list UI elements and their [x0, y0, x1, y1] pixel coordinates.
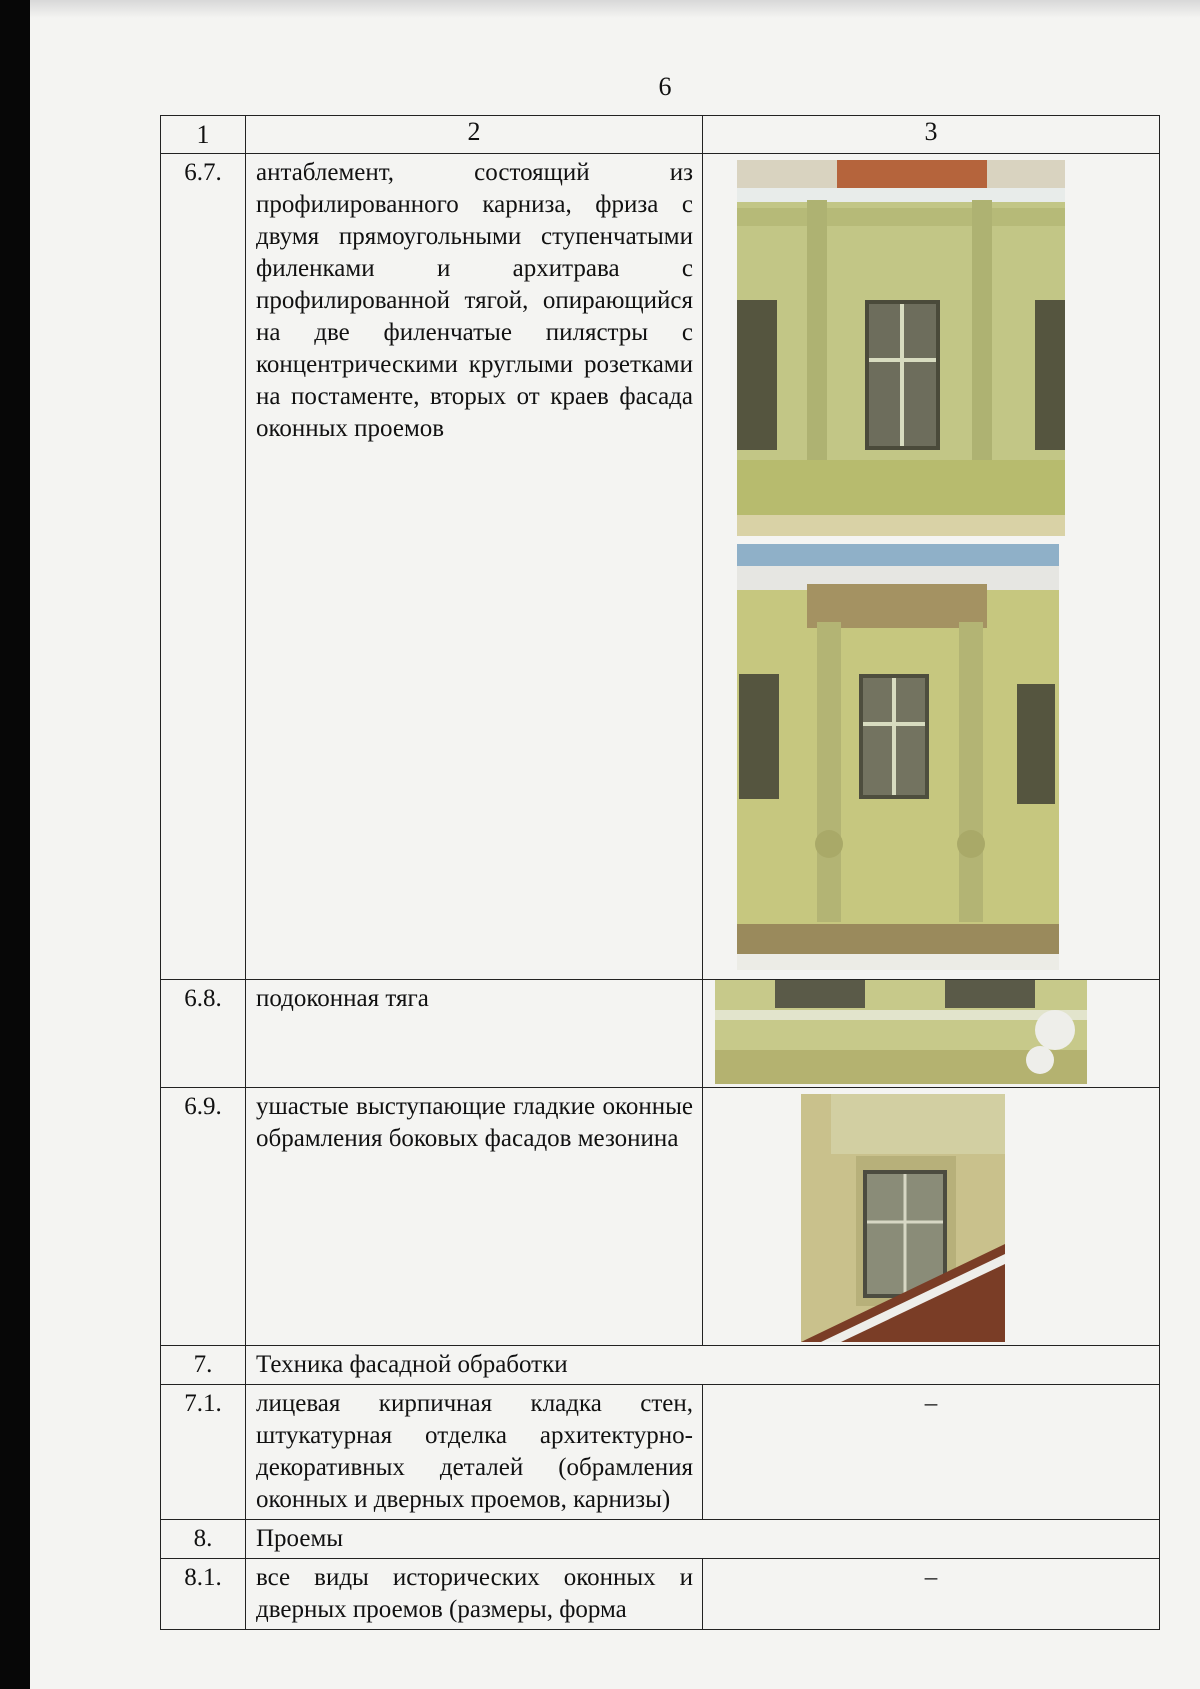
row-number: 6.7. [161, 154, 246, 980]
window-sill-photo [715, 980, 1087, 1084]
row-description: все виды исторических оконных и дверных проемов (размеры, форма [246, 1559, 703, 1630]
table-header-row [161, 116, 1160, 154]
photo-cell-empty [703, 1559, 1160, 1630]
facade-photo-entablature [737, 160, 1065, 536]
facade-photo-pilasters [737, 544, 1059, 970]
header-col-3: 3 [703, 116, 1160, 154]
scan-top-border [30, 0, 1200, 18]
row-number: 7. [161, 1346, 246, 1385]
table-row [161, 1088, 1160, 1346]
row-description: подоконная тяга [246, 980, 703, 1088]
empty-value-dash: – [924, 1390, 938, 1417]
photo-cell [703, 980, 1160, 1088]
page-number: 6 [658, 72, 672, 101]
row-number: 8.1. [161, 1559, 246, 1630]
table-row [161, 154, 1160, 980]
empty-value-dash: – [924, 1564, 938, 1591]
header-col-1: 1 [161, 116, 246, 154]
attributes-table [160, 115, 1160, 1630]
section-title: Техника фасадной обработки [246, 1346, 1160, 1385]
row-number: 8. [161, 1520, 246, 1559]
table-row [161, 1385, 1160, 1520]
scan-left-border [0, 0, 30, 1689]
row-number: 6.9. [161, 1088, 246, 1346]
header-col-2: 2 [246, 116, 703, 154]
row-number: 7.1. [161, 1385, 246, 1520]
photo-cell [703, 154, 1160, 980]
table-row [161, 1346, 1160, 1385]
row-description: ушастые выступающие гладкие оконные обрамления боковых фасадов мезонина [246, 1088, 703, 1346]
table-row [161, 1559, 1160, 1630]
table-row [161, 1520, 1160, 1559]
row-description: лицевая кирпичная кладка стен, штукатурная отделка архитектурно-декоративных деталей (обрамления оконных и дверных проемов, карнизы) [246, 1385, 703, 1520]
photo-cell [703, 1088, 1160, 1346]
table-row [161, 980, 1160, 1088]
row-description: антаблемент, состоящий из профилированного карниза, фриза с двумя прямоугольными ступенчатыми филенками и архитрава с профилированной тягой, опирающийся на две филенчатые пилястры с концентрическими круглыми розетками на постаменте, вторых от краев фасада оконных проемов [246, 154, 703, 980]
row-number: 6.8. [161, 980, 246, 1088]
section-title: Проемы [246, 1520, 1160, 1559]
photo-cell-empty [703, 1385, 1160, 1520]
mezzanine-window-photo [801, 1094, 1005, 1342]
